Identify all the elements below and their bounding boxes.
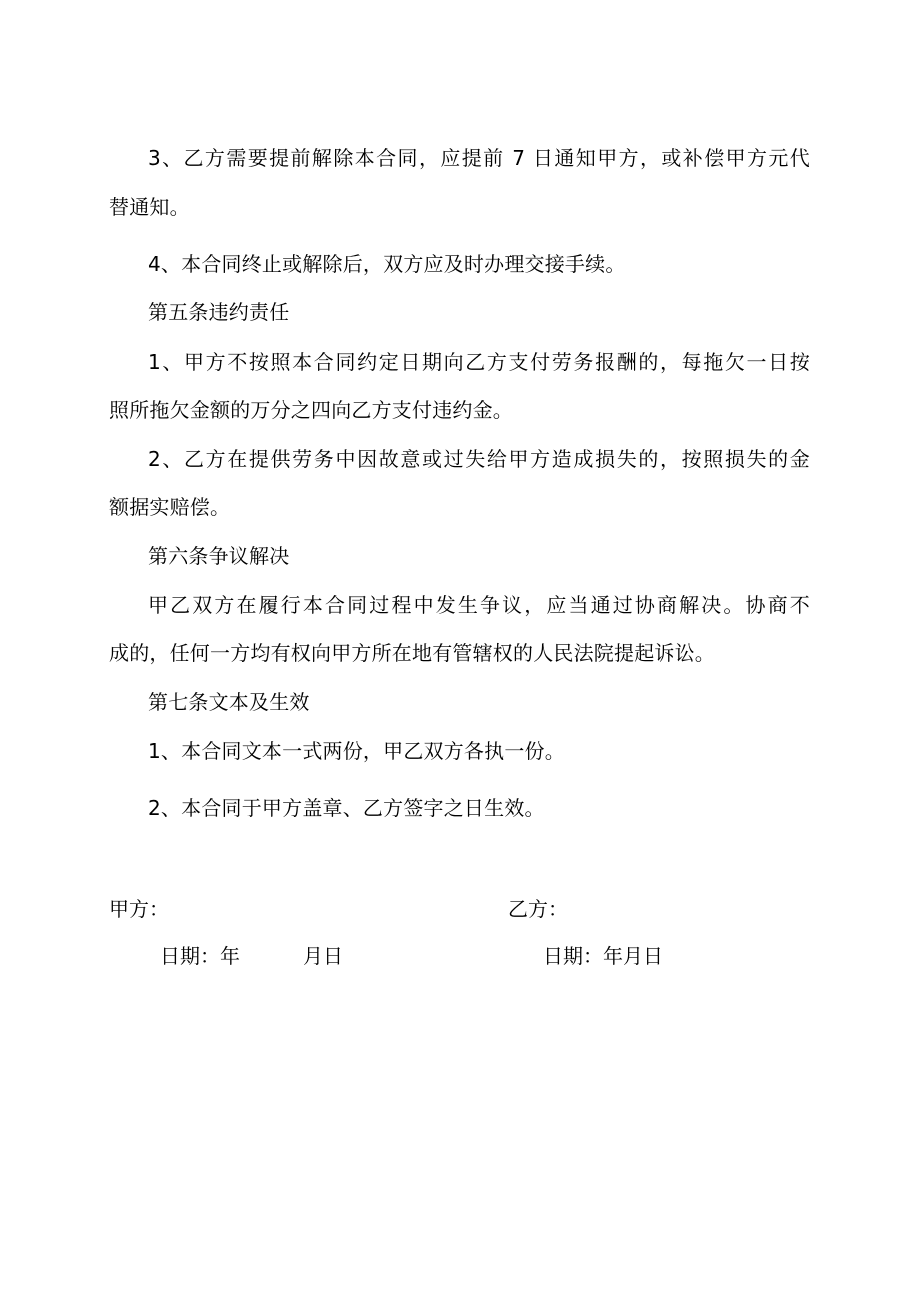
party-b-date: 日期：年月日 <box>543 944 663 968</box>
clause-7-item-1: 1、本合同文本一式两份，甲乙双方各执一份。 <box>148 739 565 763</box>
clause-6-line-2: 成的，任何一方均有权向甲方所在地有管辖权的人民法院提起诉讼。 <box>109 641 715 665</box>
party-a-label: 甲方： <box>109 897 169 921</box>
party-a-date-label: 日期：年 <box>160 944 240 968</box>
clause-4-item-4: 4、本合同终止或解除后，双方应及时办理交接手续。 <box>148 252 626 276</box>
clause-5-item-1-line-1: 1、甲方不按照本合同约定日期向乙方支付劳务报酬的，每拖欠一日按 <box>148 350 810 374</box>
heading-clause-5: 第五条违约责任 <box>148 300 290 324</box>
clause-4-item-3-line-2: 替通知。 <box>109 195 190 219</box>
heading-clause-6: 第六条争议解决 <box>148 544 290 568</box>
clause-5-item-2-line-2: 额据实赔偿。 <box>109 495 231 519</box>
clause-5-item-1-line-2: 照所拖欠金额的万分之四向乙方支付违约金。 <box>109 398 513 422</box>
party-b-label: 乙方： <box>508 897 568 921</box>
clause-7-item-2: 2、本合同于甲方盖章、乙方签字之日生效。 <box>148 796 545 820</box>
heading-clause-7: 第七条文本及生效 <box>148 690 310 714</box>
clause-4-item-3-line-1: 3、乙方需要提前解除本合同，应提前 7 日通知甲方，或补偿甲方元代 <box>148 146 810 170</box>
party-a-date-suffix: 月日 <box>303 944 343 968</box>
clause-6-line-1: 甲乙双方在履行本合同过程中发生争议，应当通过协商解决。协商不 <box>148 593 810 617</box>
clause-5-item-2-line-1: 2、乙方在提供劳务中因故意或过失给甲方造成损失的，按照损失的金 <box>148 447 810 471</box>
